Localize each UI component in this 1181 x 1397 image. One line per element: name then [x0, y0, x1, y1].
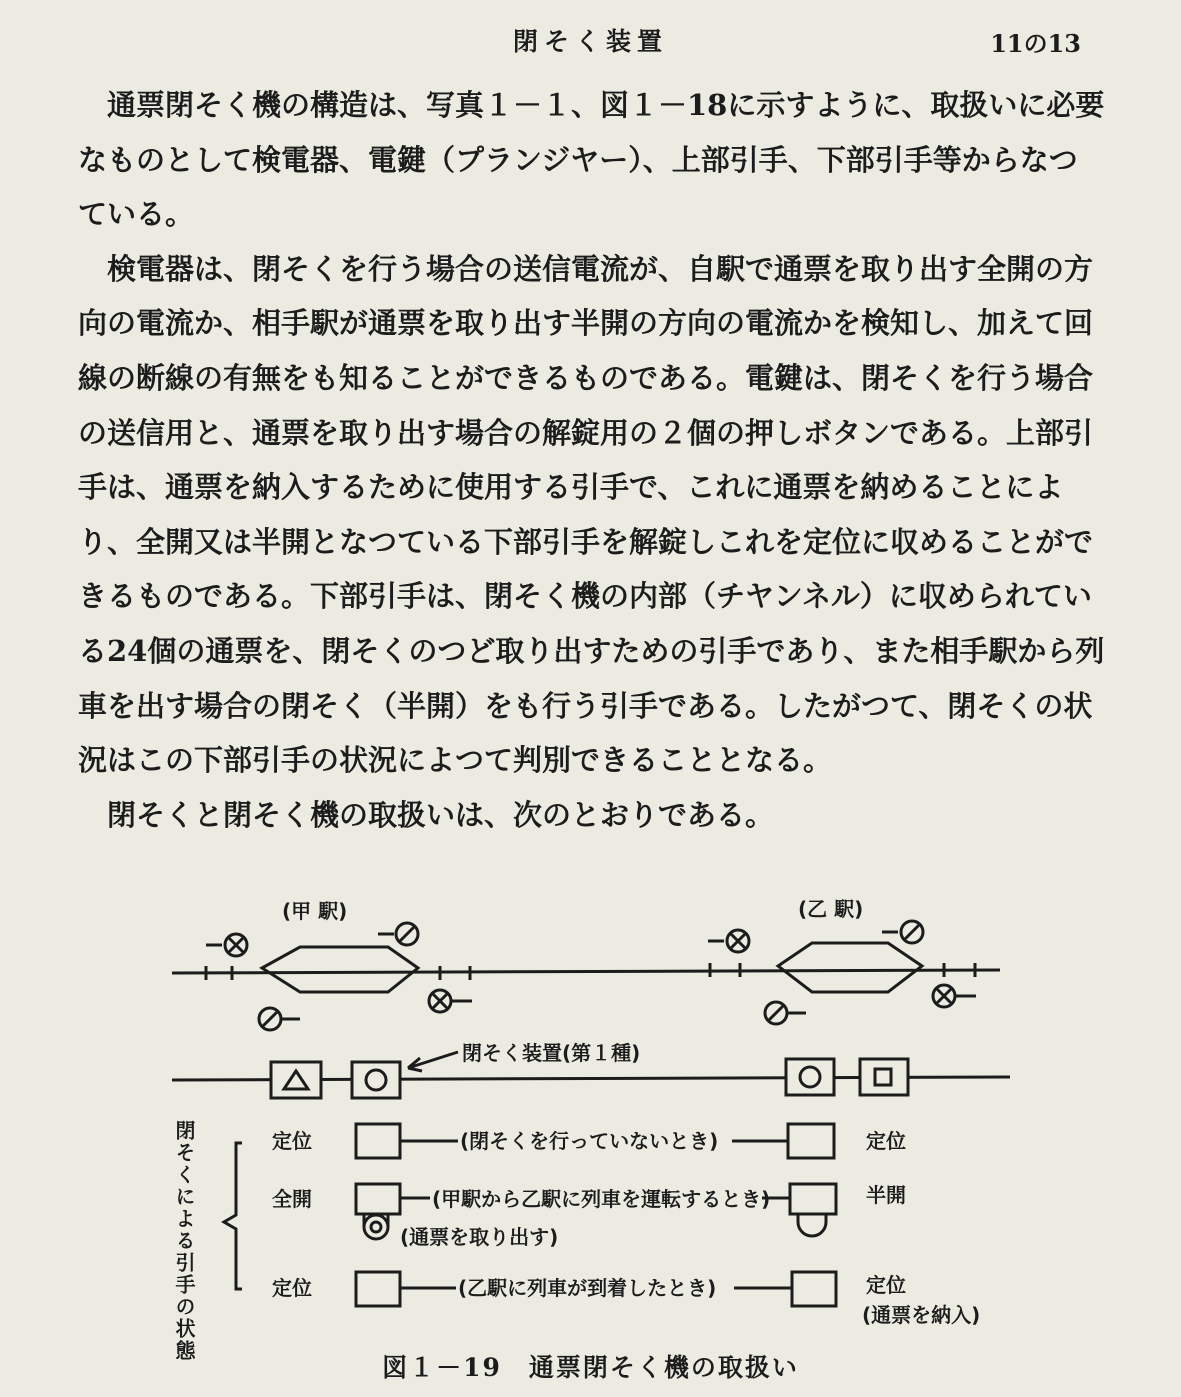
text-line: 線の断線の有無をも知ることができるものである。電鍵は、閉そくを行う場合: [78, 360, 1094, 395]
state-row1-left: 定位: [272, 1129, 312, 1153]
device-box-circle: [352, 1062, 400, 1098]
text-line: きるものである。下部引手は、閉そく機の内部（チヤンネル）に収められてい: [78, 579, 1092, 614]
page-number: 11の13: [990, 29, 1081, 58]
state-brace: [224, 1143, 242, 1289]
station-b-loop: [778, 943, 922, 992]
text-line: の送信用と、通票を取り出す場合の解錠用の２個の押しボタンである。上部引: [78, 415, 1094, 450]
vertical-state-label: 閉そくによる引手の状態: [172, 1120, 196, 1362]
handle-box: [790, 1184, 836, 1214]
state-row3-desc: (乙駅に列車が到着したとき): [458, 1276, 717, 1300]
text-line: 検電器は、閉そくを行う場合の送信電流が、自駅で通票を取り出す全開の方: [107, 251, 1094, 286]
text-line: 車を出す場合の閉そく（半開）をも行う引手である。したがつて、閉そくの状: [78, 688, 1093, 723]
station-b-label: (乙 駅): [798, 897, 864, 921]
device-label: 閉そく装置(第１種): [462, 1041, 641, 1065]
state-row2-desc: (甲駅から乙駅に列車を運転するとき): [432, 1187, 771, 1211]
main-track-line: [172, 970, 1000, 973]
handle-box: [356, 1124, 400, 1158]
text-line: なものとして検電器、電鍵（プランジヤー）、上部引手、下部引手等からなつ: [78, 142, 1078, 177]
device-box-triangle: [271, 1062, 321, 1098]
token-icon: [798, 1214, 826, 1236]
state-row1-right: 定位: [866, 1129, 906, 1153]
handle-box: [792, 1272, 836, 1306]
handle-box: [788, 1124, 834, 1158]
text-line: り、全開又は半開となつている下部引手を解錠しこれを定位に収めることがで: [78, 524, 1094, 559]
token-icon: [364, 1215, 388, 1239]
text-line: 向の電流か、相手駅が通票を取り出す半開の方向の電流かを検知し、加えて回: [78, 306, 1094, 341]
text-line: る24個の通票を、閉そくのつど取り出すための引手であり、また相手駅から列: [78, 633, 1105, 668]
state-row3-left: 定位: [272, 1276, 312, 1300]
note-take-token: (通票を取り出す): [400, 1225, 559, 1249]
state-row3-right: 定位: [866, 1273, 906, 1297]
text-line: 手は、通票を納入するために使用する引手で、これに通票を納めることによ: [78, 470, 1064, 505]
page-header-title: 閉そく装置: [512, 27, 668, 56]
state-row2-left: 全開: [272, 1187, 312, 1211]
text-line: 閉そくと閉そく機の取扱いは、次のとおりである。: [107, 797, 775, 832]
device-box-circle: [786, 1059, 834, 1095]
text-line: 通票閉そく機の構造は、写真１－１、図１－18に示すように、取扱いに必要: [107, 88, 1105, 122]
state-row1-desc: (閉そくを行っていないとき): [460, 1129, 719, 1153]
station-a-loop: [262, 947, 418, 992]
handle-box: [356, 1272, 400, 1306]
handle-box: [356, 1184, 400, 1214]
figure-caption: 図１－19 通票閉そく機の取扱い: [382, 1353, 799, 1382]
pointer-arrow: [408, 1052, 458, 1071]
text-line: 況はこの下部引手の状況によつて判別できることとなる。: [78, 743, 833, 778]
state-row2-right: 半開: [866, 1183, 906, 1207]
text-line: ている。: [78, 197, 195, 232]
station-a-label: (甲 駅): [282, 899, 348, 923]
note-return-token: (通票を納入): [862, 1303, 981, 1327]
device-box-square: [860, 1059, 908, 1095]
